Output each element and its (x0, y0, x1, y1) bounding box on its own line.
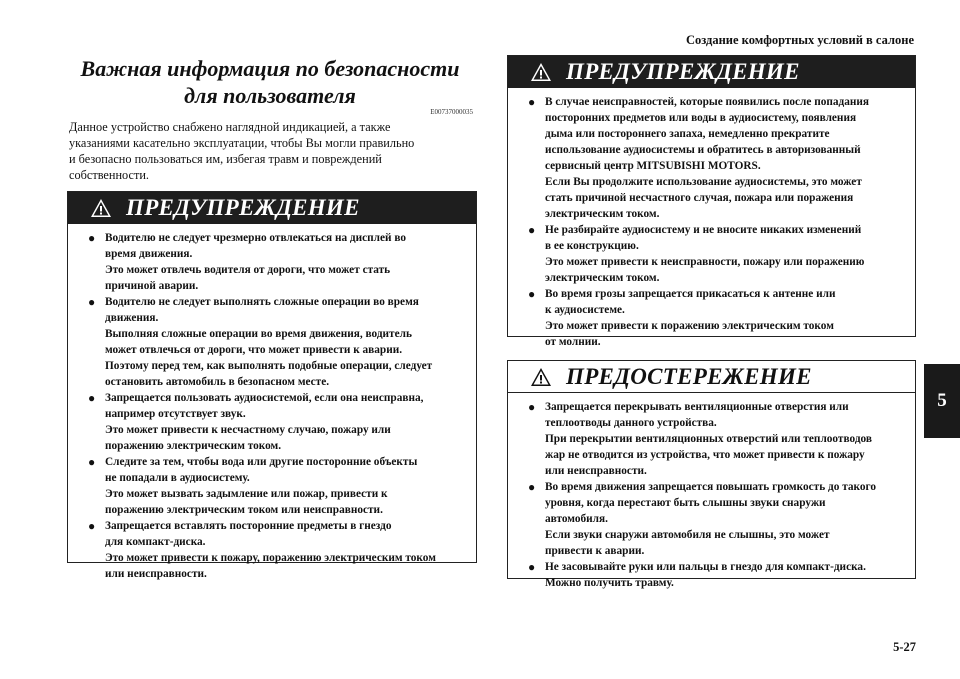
page-number: 5-27 (893, 640, 916, 654)
warning-box-right (507, 55, 916, 348)
bullet-icon: ● (528, 95, 536, 109)
intro-paragraph: Данное устройство снабжено наглядной индикацией, а также указаниями касательно эксплуатации, чтобы Вы могли правильно и безопасно пользоваться им, избегая травм и повреждений собственности. (69, 120, 415, 182)
warning-item: ● Запрещается вставлять посторонние предметы в гнездо для компакт-диска. Это может привести к пожару, поражению электрическим током или неисправности. (88, 519, 436, 580)
caution-box (507, 360, 916, 589)
section-tab: 5 (924, 364, 960, 438)
bullet-icon: ● (88, 455, 96, 469)
warning-item-list (68, 224, 476, 582)
warning-box-header (508, 56, 915, 88)
caution-item: ● Не засовывайте руки или пальцы в гнездо для компакт-диска. Можно получить травму. (528, 560, 866, 589)
bullet-icon: ● (88, 295, 96, 309)
bullet-icon: ● (88, 391, 96, 405)
warning-box-left (67, 191, 477, 580)
caution-item: ● Во время движения запрещается повышать громкость до такого уровня, когда перестают быть слышны звуки снаружи автомобиля. Если звуки снаружи автомобиля не слышны, это может привести к аварии. (528, 480, 877, 557)
warning-item: ● Запрещается пользовать аудиосистемой, если она неисправна, например отсутствует звук. Это может привести к несчастному случаю, пожару или поражению электрическим током. (88, 391, 424, 452)
caution-item: ● Запрещается перекрывать вентиляционные отверстия или теплоотводы данного устройства. При перекрытии вентиляционных отверстий или теплоотводов жар не отводится из устройства, что может привести к пожару или неисправности. (528, 400, 873, 477)
warning-item: ● Водителю не следует выполнять сложные операции во время движения. Выполняя сложные операции во время движения, водитель может отвлечься от дороги, что может привести к аварии. Поэтому перед тем, как выполнять подобные операции, следует остановить автомобиль в безопасном месте. (88, 295, 433, 388)
document-code: E00737000035 (430, 108, 473, 116)
running-header-title: Создание комфортных условий в салоне (685, 33, 914, 47)
warning-item: ● Во время грозы запрещается прикасаться к антенне или к аудиосистеме. Это может привести к поражению электрическим током от молнии. (528, 287, 836, 348)
warning-triangle-icon (530, 367, 552, 387)
warning-triangle-icon (530, 62, 552, 82)
caution-item-list (508, 393, 915, 591)
warning-item: ● В случае неисправностей, которые появились после попадания посторонних предметов или воды в аудиосистему, появления дыма или постороннего запаха, немедленно прекратите использование аудиосистемы и обратитесь в авторизованный сервисный центр MITSUBISHI MOTORS. Если Вы продолжите использование аудиосистемы, это может стать причиной несчастного случая, пожара или поражения электрическим током. (528, 95, 870, 220)
bullet-icon: ● (528, 480, 536, 494)
warning-item: ● Не разбирайте аудиосистему и не вносите никаких изменений в ее конструкцию. Это может привести к неисправности, пожару или поражению электрическим током. (528, 223, 865, 284)
warning-title: ПРЕДУПРЕЖДЕНИЕ (126, 195, 360, 220)
bullet-icon: ● (528, 223, 536, 237)
bullet-icon: ● (88, 231, 96, 245)
bullet-icon: ● (88, 519, 96, 533)
caution-title: ПРЕДОСТЕРЕЖЕНИЕ (566, 363, 812, 389)
warning-box-header (68, 192, 476, 224)
warning-triangle-icon (90, 198, 112, 218)
bullet-icon: ● (528, 560, 536, 574)
section-heading: Важная информация по безопасности для пользователя (80, 56, 460, 108)
warning-item-list (508, 88, 915, 350)
warning-title: ПРЕДУПРЕЖДЕНИЕ (566, 59, 800, 84)
warning-item: ● Водителю не следует чрезмерно отвлекаться на дисплей во время движения. Это может отвлечь водителя от дороги, что может стать причиной аварии. (88, 231, 407, 292)
warning-item: ● Следите за тем, чтобы вода или другие посторонние объекты не попадали в аудиосистему. Это может вызвать задымление или пожар, привести к поражению электрическим током или неисправности. (88, 455, 418, 516)
bullet-icon: ● (528, 287, 536, 301)
bullet-icon: ● (528, 400, 536, 414)
caution-box-header (508, 361, 915, 393)
